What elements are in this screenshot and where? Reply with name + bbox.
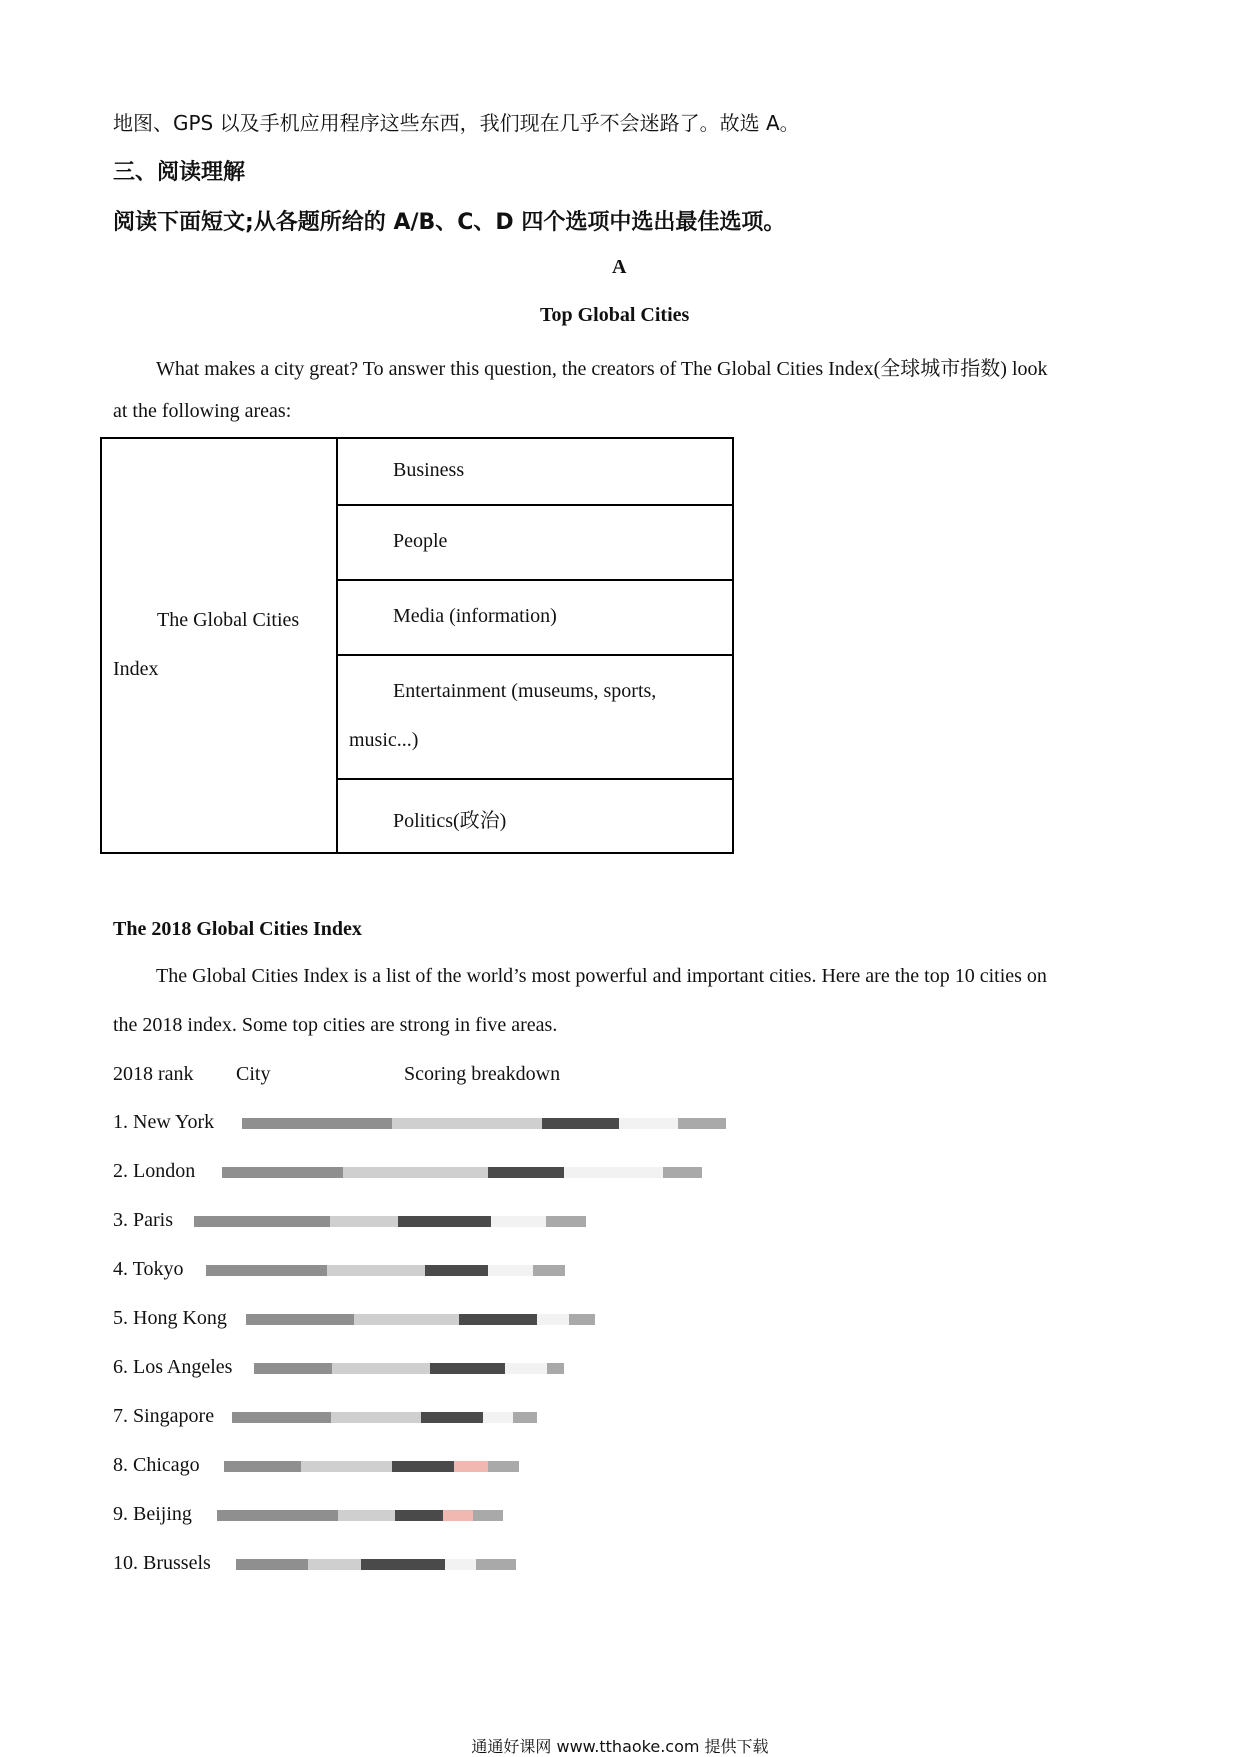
city-label: 2. London — [113, 1160, 196, 1182]
bar-segment-entertainment — [445, 1559, 476, 1570]
scoring-bar — [236, 1559, 516, 1570]
section-heading: 三、阅读理解 — [113, 160, 246, 185]
city-label: 3. Paris — [113, 1209, 173, 1231]
bar-segment-media — [425, 1265, 488, 1276]
bar-segment-entertainment — [537, 1314, 569, 1325]
bar-segment-politics — [476, 1559, 516, 1570]
table-row-people — [338, 506, 732, 581]
table-cell-entertainment-line-1: Entertainment (museums, sports, — [393, 680, 657, 702]
bar-segment-people — [343, 1167, 488, 1178]
bar-segment-business — [232, 1412, 331, 1423]
bar-segment-politics — [513, 1412, 537, 1423]
bar-segment-business — [254, 1363, 332, 1374]
bar-segment-media — [392, 1461, 454, 1472]
city-label: 4. Tokyo — [113, 1258, 184, 1280]
intro-line: 地图、GPS 以及手机应用程序这些东西，我们现在几乎不会迷路了。故选 A。 — [113, 111, 800, 135]
bar-segment-politics — [547, 1363, 564, 1374]
scoring-bar — [222, 1167, 702, 1178]
passage-letter: A — [612, 256, 627, 278]
header-city: City — [236, 1063, 271, 1085]
bar-segment-business — [246, 1314, 354, 1325]
scoring-bar — [254, 1363, 564, 1374]
city-label: 9. Beijing — [113, 1503, 192, 1525]
bar-segment-people — [301, 1461, 392, 1472]
city-label: 10. Brussels — [113, 1552, 211, 1574]
header-rank: 2018 rank — [113, 1063, 194, 1085]
paragraph-2-line-2: the 2018 index. Some top cities are strong in five areas. — [113, 1014, 558, 1036]
bar-segment-media — [542, 1118, 619, 1129]
table-left-line-1: The Global Cities — [157, 609, 300, 631]
table-cell-business: Business — [393, 459, 465, 481]
paragraph-1-line-2: at the following areas: — [113, 400, 292, 422]
bar-segment-business — [236, 1559, 308, 1570]
subheading: The 2018 Global Cities Index — [113, 918, 362, 940]
table-row-politics — [338, 780, 732, 854]
bar-segment-people — [354, 1314, 459, 1325]
table-row-media — [338, 581, 732, 656]
bar-segment-entertainment — [483, 1412, 513, 1423]
table-left-cell — [102, 439, 338, 852]
paragraph-1-line-1: What makes a city great? To answer this question, the creators of The Global Cities Index(全球城市指数) look — [156, 358, 1048, 380]
bar-segment-entertainment — [454, 1461, 488, 1472]
bar-segment-entertainment — [491, 1216, 546, 1227]
bar-segment-media — [398, 1216, 491, 1227]
table-cell-people: People — [393, 530, 448, 552]
bar-segment-politics — [488, 1461, 519, 1472]
scoring-bar — [224, 1461, 519, 1472]
instruction: 阅读下面短文;从各题所给的 A/B、C、D 四个选项中选出最佳选项。 — [113, 210, 786, 235]
bar-segment-media — [421, 1412, 483, 1423]
bar-segment-media — [488, 1167, 564, 1178]
footer: 通通好课网 www.tthaoke.com 提供下载 — [471, 1737, 769, 1756]
paragraph-2-line-1: The Global Cities Index is a list of the world’s most powerful and important cities. Here are the top 10 cities on — [156, 965, 1047, 987]
city-label: 8. Chicago — [113, 1454, 200, 1476]
bar-segment-business — [222, 1167, 343, 1178]
bar-segment-media — [430, 1363, 505, 1374]
bar-segment-entertainment — [619, 1118, 678, 1129]
bar-segment-business — [194, 1216, 330, 1227]
bar-segment-people — [332, 1363, 430, 1374]
bar-segment-people — [392, 1118, 542, 1129]
table-cell-media: Media (information) — [393, 605, 557, 627]
scoring-bar — [246, 1314, 595, 1325]
table-cell-politics: Politics(政治) — [393, 810, 507, 832]
scoring-bar — [206, 1265, 565, 1276]
bar-segment-people — [330, 1216, 398, 1227]
bar-segment-politics — [678, 1118, 726, 1129]
bar-segment-business — [206, 1265, 327, 1276]
scoring-bar — [217, 1510, 503, 1521]
city-label: 5. Hong Kong — [113, 1307, 227, 1329]
bar-segment-media — [361, 1559, 445, 1570]
areas-table — [100, 437, 734, 854]
scoring-bar — [242, 1118, 726, 1129]
header-breakdown: Scoring breakdown — [404, 1063, 561, 1085]
city-label: 7. Singapore — [113, 1405, 215, 1427]
bar-segment-politics — [569, 1314, 595, 1325]
bar-segment-entertainment — [505, 1363, 547, 1374]
table-left-line-2: Index — [113, 658, 159, 680]
bar-segment-politics — [546, 1216, 586, 1227]
bar-segment-politics — [663, 1167, 702, 1178]
city-label: 1. New York — [113, 1111, 215, 1133]
bar-segment-entertainment — [488, 1265, 533, 1276]
passage-title: Top Global Cities — [540, 304, 690, 326]
table-cell-entertainment-line-2: music...) — [349, 729, 419, 751]
bar-segment-business — [224, 1461, 301, 1472]
bar-segment-media — [459, 1314, 537, 1325]
bar-segment-people — [338, 1510, 395, 1521]
bar-segment-politics — [473, 1510, 503, 1521]
scoring-bar — [232, 1412, 537, 1423]
bar-segment-entertainment — [443, 1510, 473, 1521]
bar-segment-people — [308, 1559, 361, 1570]
bar-segment-media — [395, 1510, 443, 1521]
table-row-business — [338, 439, 732, 506]
bar-segment-people — [327, 1265, 425, 1276]
bar-segment-business — [217, 1510, 338, 1521]
bar-segment-entertainment — [564, 1167, 663, 1178]
bar-segment-politics — [533, 1265, 565, 1276]
bar-segment-people — [331, 1412, 421, 1423]
city-label: 6. Los Angeles — [113, 1356, 233, 1378]
table-row-entertainment — [338, 656, 732, 780]
scoring-bar — [194, 1216, 586, 1227]
bar-segment-business — [242, 1118, 392, 1129]
